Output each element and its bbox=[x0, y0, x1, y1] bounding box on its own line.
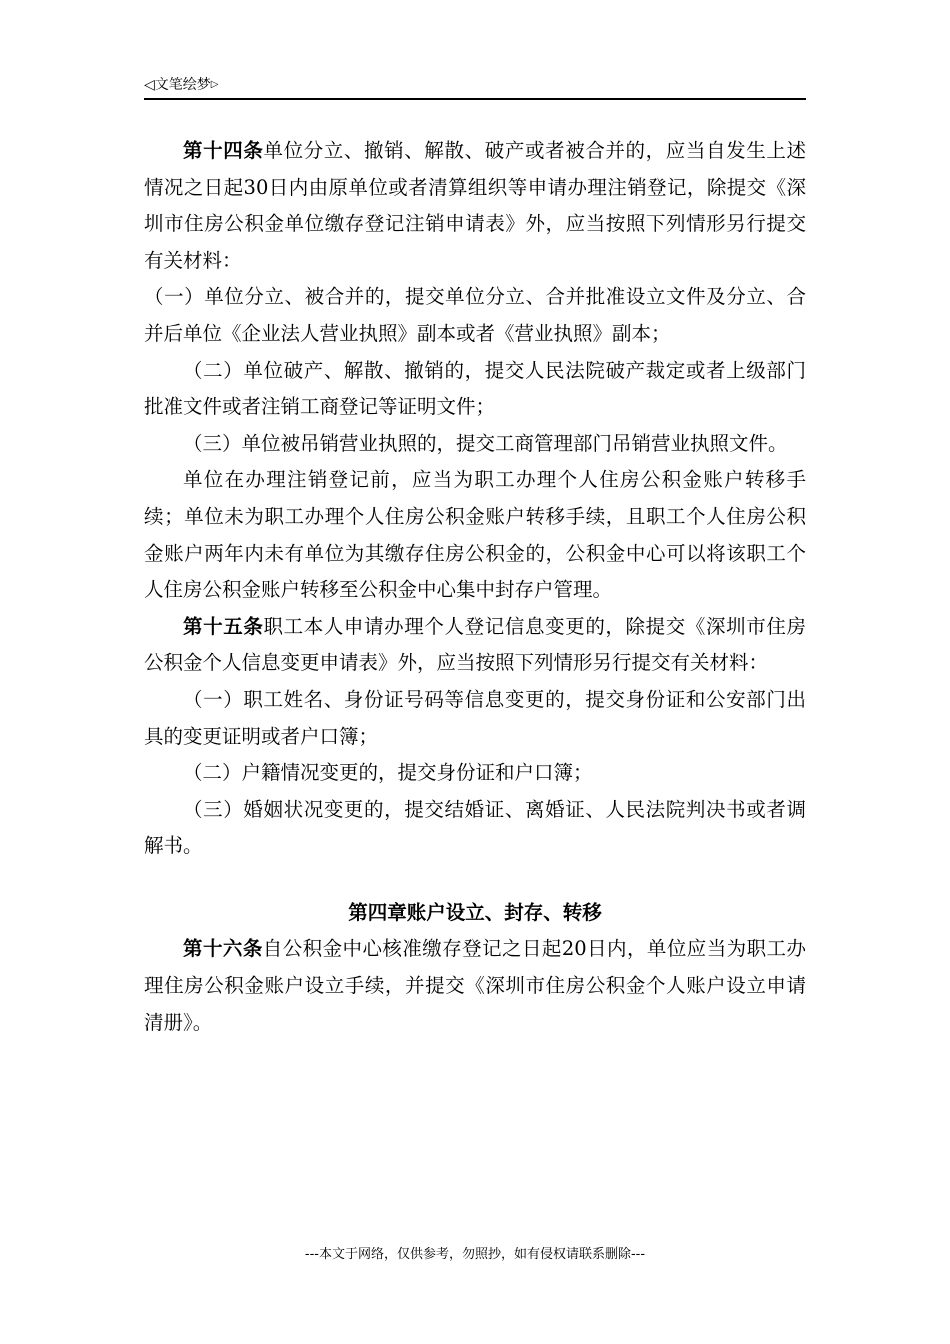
article-15-label: 第十五条 bbox=[183, 614, 264, 638]
page-header bbox=[144, 74, 806, 100]
article-16-text: 自公积金中心核准缴存登记之日起20日内，单位应当为职工办理住房公积金账户设立手续，并提交《深圳市住房公积金个人账户设立申请清册》。 bbox=[144, 937, 806, 1034]
article-15-text: 职工本人申请办理个人登记信息变更的，除提交《深圳市住房公积金个人信息变更申请表》外，应当按照下列情形另行提交有关材料： bbox=[144, 614, 806, 675]
article-14-extra: 单位在办理注销登记前，应当为职工办理个人住房公积金账户转移手续；单位未为职工办理个人住房公积金账户转移手续，且职工个人住房公积金账户两年内未有单位为其缴存住房公积金的，公积金中心可以将该职工个人住房公积金账户转移至公积金中心集中封存户管理。 bbox=[144, 468, 806, 602]
right-triangle-icon: ▷ bbox=[210, 79, 219, 90]
article-14 bbox=[144, 133, 806, 279]
article-15-item-3: （三）婚姻状况变更的，提交结婚证、离婚证、人民法院判决书或者调解书。 bbox=[144, 797, 806, 858]
article-16-label: 第十六条 bbox=[183, 937, 263, 961]
chapter-title: 第四章账户设立、封存、转移 bbox=[348, 900, 602, 924]
article-15-item-2: （二）户籍情况变更的，提交身份证和户口簿； bbox=[183, 761, 593, 785]
header-title: 文笔绘梦 bbox=[154, 77, 211, 93]
article-14-text: 单位分立、撤销、解散、破产或者被合并的，应当自发生上述情况之日起30日内由原单位或者清算组织等申请办理注销登记，除提交《深圳市住房公积金单位缴存登记注销申请表》外，应当按照下列情形另行提交有关材料： bbox=[144, 139, 806, 272]
article-16 bbox=[144, 931, 806, 1041]
article-15-item-1: （一）职工姓名、身份证号码等信息变更的，提交身份证和公安部门出具的变更证明或者户口簿； bbox=[144, 687, 806, 748]
article-14-item-3: （三）单位被吊销营业执照的，提交工商管理部门吊销营业执照文件。 bbox=[183, 431, 788, 455]
left-triangle-icon: ◁ bbox=[144, 77, 155, 93]
page-footer: ---本文于网络，仅供参考，勿照抄，如有侵权请联系删除--- bbox=[304, 1247, 646, 1262]
document-body bbox=[144, 133, 806, 1041]
article-15 bbox=[144, 609, 806, 682]
article-14-item-2: （二）单位破产、解散、撤销的，提交人民法院破产裁定或者上级部门批准文件或者注销工商登记等证明文件； bbox=[144, 358, 806, 419]
article-14-label: 第十四条 bbox=[183, 139, 264, 162]
article-14-item-1: （一）单位分立、被合并的，提交单位分立、合并批准设立文件及分立、合并后单位《企业法人营业执照》副本或者《营业执照》副本； bbox=[144, 285, 806, 345]
